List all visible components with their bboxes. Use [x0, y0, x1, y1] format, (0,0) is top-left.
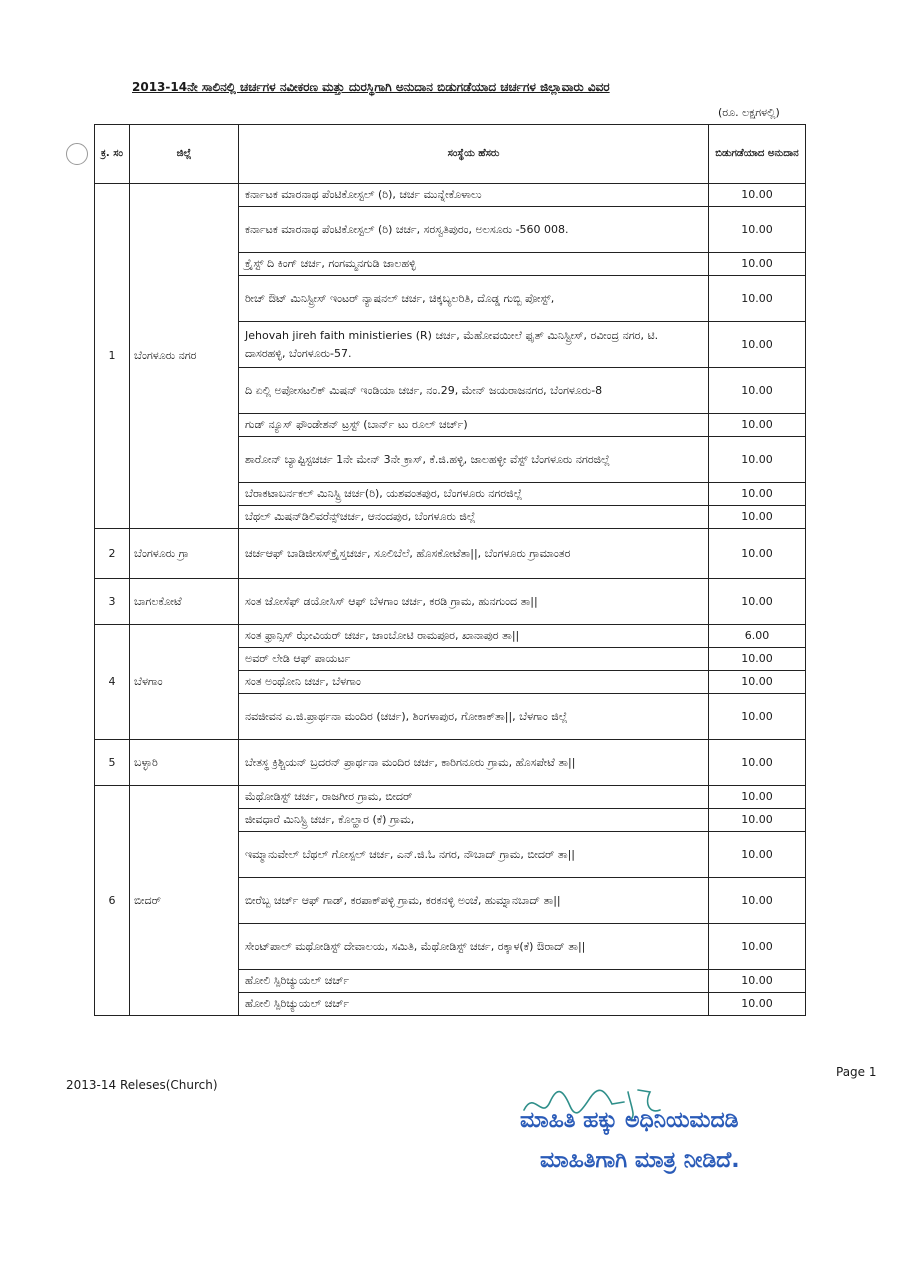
institution-name-cell: ಬೆಥಲ್ ಮಿಷನ್‌ಡಿಲಿವರೆನ್ಸ್‌ಚರ್ಚ, ಆನಂದಪುರ, ಬೆಂಗಳೂರು ಜಿಲ್ಲೆ — [239, 506, 709, 529]
table-body — [95, 184, 806, 1016]
table-row — [95, 625, 806, 648]
amount-cell: 10.00 — [709, 993, 806, 1016]
header-district: ಜಿಲ್ಲೆ — [130, 125, 239, 184]
district-cell: ಬಾಗಲಕೋಟೆ — [130, 579, 239, 625]
institution-name-cell: ಸಂತ ಅಂಥೋನಿ ಚರ್ಚ, ಬೆಳಗಾಂ — [239, 671, 709, 694]
institution-name-cell: ಕರ್ನಾಟಕ ಮಾರನಾಥ ಪೆಂಟಿಕೋಸ್ಟಲ್ (ರಿ) ಚರ್ಚ, ಸರಸ್ವತಿಪುರಂ, ಅಲಸೂರು -560 008. — [239, 207, 709, 253]
amount-cell: 10.00 — [709, 322, 806, 368]
amount-cell: 10.00 — [709, 207, 806, 253]
table-row — [95, 740, 806, 786]
institution-name-cell: ಬೇತಸ್ಥ ಕ್ರಿಶ್ಚಿಯನ್ ಬ್ರದರನ್ ಪ್ರಾರ್ಥನಾ ಮಂದಿರ ಚರ್ಚ, ಕಾರಿಗನೂರು ಗ್ರಾಮ, ಹೊಸಪೇಟೆ ತಾ|| — [239, 740, 709, 786]
serial-no-cell: 5 — [95, 740, 130, 786]
institution-name-cell: Jehovah jireh faith ministieries (R) ಚರ್ಚ, ಮೆಹೋವಯೀಲೆ ಫೃತ್ ಮಿನಿಸ್ಟ್ರೀಸ್, ರವೀಂದ್ರ ನಗರ, ಟಿ. ದಾಸರಹಳ್ಳಿ, ಬೆಂಗಳೂರು-57. — [239, 322, 709, 368]
institution-name-cell: ಹೋಲಿ ಸ್ಪಿರಿಚ್ಯುಯಲ್ ಚರ್ಚ್ — [239, 993, 709, 1016]
serial-no-cell: 6 — [95, 786, 130, 1016]
document-title: 2013-14ನೇ ಸಾಲಿನಲ್ಲಿ ಚರ್ಚಗಳ ನವೀಕರಣ ಮತ್ತು ದುರಸ್ಥಿಗಾಗಿ ಅನುದಾನ ಬಿಡುಗಡೆಯಾದ ಚರ್ಚಗಳ ಜಿಲ್ಲಾವಾರು ವಿವರ — [132, 80, 610, 94]
amount-cell: 10.00 — [709, 506, 806, 529]
serial-no-cell: 2 — [95, 529, 130, 579]
amount-cell: 6.00 — [709, 625, 806, 648]
institution-name-cell: ಮೆಥೋಡಿಸ್ಟ್ ಚರ್ಚ, ರಾಜಗೀರ ಗ್ರಾಮ, ಬೀದರ್ — [239, 786, 709, 809]
amount-cell: 10.00 — [709, 786, 806, 809]
institution-name-cell: ಶಾರೋನ್ ಬ್ಯಾಪ್ಟಿಸ್ಟಚರ್ಚ 1ನೇ ಮೇನ್ 3ನೇ ಕ್ರಾಸ್, ಕೆ.ಜಿ.ಹಳ್ಳಿ, ಜಾಲಹಳ್ಳೀ ವೆಸ್ಟ್ ಬೆಂಗಳೂರು ನಗರಜಿಲ್ಲೆ — [239, 437, 709, 483]
table-row — [95, 579, 806, 625]
institution-name-cell: ಹೋಲಿ ಸ್ಪಿರಿಚ್ಯುಯಲ್ ಚರ್ಚ್ — [239, 970, 709, 993]
institution-name-cell: ಚರ್ಚಆಫ್ ಬಾಡಿಜೀಸಸ್‌ಕ್ರೈಸ್ತಚರ್ಚ, ಸೂಲಿಬೆಲೆ, ಹೊಸಕೋಟೆತಾ||, ಬೆಂಗಳೂರು ಗ್ರಾಮಾಂತರ — [239, 529, 709, 579]
institution-name-cell: ಕ್ರೈಸ್ಟ್ ದಿ ಕಿಂಗ್ ಚರ್ಚ, ಗಂಗಮ್ಮನಗುಡಿ ಜಾಲಹಳ್ಳಿ — [239, 253, 709, 276]
table-row — [95, 529, 806, 579]
amount-cell: 10.00 — [709, 437, 806, 483]
amount-cell: 10.00 — [709, 671, 806, 694]
district-cell: ಬೆಂಗಳೂರು ನಗರ — [130, 184, 239, 529]
institution-name-cell: ಬೆರಾಕಟಾಬರ್ನಕಲ್ ಮಿನಿಸ್ಟ್ರಿ ಚರ್ಚ(ರಿ), ಯಶವಂತಪುರ, ಬೆಂಗಳೂರು ನಗರಜಿಲ್ಲೆ — [239, 483, 709, 506]
institution-name-cell: ಜೀವಧಾರೆ ಮಿನಿಸ್ಟ್ರಿ ಚರ್ಚ, ಕೊಲ್ಹಾರ (ಕೆ) ಗ್ರಾಮ, — [239, 809, 709, 832]
amount-cell: 10.00 — [709, 878, 806, 924]
amount-cell: 10.00 — [709, 809, 806, 832]
table-row — [95, 184, 806, 207]
serial-no-cell: 3 — [95, 579, 130, 625]
institution-name-cell: ಇಮ್ಮಾನುವೇಲ್ ಬೆಥಲ್ ಗೋಸ್ಪಲ್ ಚರ್ಚ, ಎನ್.ಜಿ.ಓ ನಗರ, ನೌಬಾದ್ ಗ್ರಾಮ, ಬೀದರ್ ತಾ|| — [239, 832, 709, 878]
institution-name-cell: ಕರ್ನಾಟಕ ಮಾರನಾಥ ಪೆಂಟಿಕೋಸ್ಟಲ್ (ರಿ), ಚರ್ಚ ಮುನ್ನೇಕೊಳಾಲು — [239, 184, 709, 207]
amount-cell: 10.00 — [709, 924, 806, 970]
amount-cell: 10.00 — [709, 832, 806, 878]
amount-cell: 10.00 — [709, 970, 806, 993]
district-cell: ಬೀದರ್ — [130, 786, 239, 1016]
amount-cell: 10.00 — [709, 529, 806, 579]
district-cell: ಬಳ್ಳಾರಿ — [130, 740, 239, 786]
institution-name-cell: ಸಂತ ಜೋಸೆಫ್ ಡಯೋಸಿಸ್ ಆಫ್ ಬೆಳಗಾಂ ಚರ್ಚ, ಕರಡಿ ಗ್ರಾಮ, ಹುನಗುಂದ ತಾ|| — [239, 579, 709, 625]
amount-cell: 10.00 — [709, 579, 806, 625]
header-serial-no: ಕ್ರ. ಸಂ — [95, 125, 130, 184]
institution-name-cell: ನವಜೀವನ ಎ.ಜಿ.ಪ್ರಾರ್ಥನಾ ಮಂದಿರ (ಚರ್ಚ), ಶಿಂಗಳಾಪುರ, ಗೋಕಾಕ್‌ತಾ||, ಬೆಳಗಾಂ ಜಿಲ್ಲೆ — [239, 694, 709, 740]
table-row — [95, 786, 806, 809]
rti-stamp-line2: ಮಾಹಿತಿಗಾಗಿ ಮಾತ್ರ ನೀಡಿದೆ. — [540, 1148, 740, 1173]
amount-cell: 10.00 — [709, 694, 806, 740]
district-cell: ಬೆಂಗಳೂರು ಗ್ರಾ — [130, 529, 239, 579]
grants-table — [94, 124, 806, 1016]
serial-no-cell: 1 — [95, 184, 130, 529]
header-amount: ಬಿಡುಗಡೆಯಾದ ಅನುದಾನ — [709, 125, 806, 184]
table-header-row — [95, 125, 806, 184]
amount-cell: 10.00 — [709, 483, 806, 506]
institution-name-cell: ಗುಡ್ ನ್ಯೂಸ್ ಫೌಂಡೇಶನ್ ಟ್ರಸ್ಟ್ (ಬಾರ್ನ್ ಟು ರೂಲ್ ಚರ್ಚ್) — [239, 414, 709, 437]
header-institution-name: ಸಂಸ್ಥೆಯ ಹೆಸರು — [239, 125, 709, 184]
institution-name-cell: ದಿ ಏಲ್ಲಿ ಅಪೋಸಟಲಿಕ್ ಮಿಷನ್ ಇಂಡಿಯಾ ಚರ್ಚ, ನಂ.29, ಮೇನ್ ಜಯರಾಜನಗರ, ಬೆಂಗಳೂರು-8 — [239, 368, 709, 414]
serial-no-cell: 4 — [95, 625, 130, 740]
institution-name-cell: ಬೀರೆಬ್ಬ ಚರ್ಚ್ ಆಫ್ ಗಾಡ್, ಕರಪಾಕ್‌ಪಳ್ಳಿ ಗ್ರಾಮ, ಕರಕನಳ್ಳಿ ಅಂಚೆ, ಹುಮ್ನಾನಬಾದ್ ತಾ|| — [239, 878, 709, 924]
amount-cell: 10.00 — [709, 740, 806, 786]
institution-name-cell: ರೀಚ್ ಔಟ್ ಮಿನಿಸ್ಟ್ರೀಸ್ ಇಂಟರ್ ನ್ಯಾಷನಲ್ ಚರ್ಚ, ಚಿಕ್ಕಬ್ಯಲರಿತಿ, ದೊಡ್ಡ ಗುಬ್ಬಿ ಪೋಸ್ಟ್, — [239, 276, 709, 322]
amount-cell: 10.00 — [709, 184, 806, 207]
institution-name-cell: ಅವರ್ ಲೇಡಿ ಆಫ್ ಪಾಯರ್ಟ — [239, 648, 709, 671]
footer-filename: 2013-14 Releses(Church) — [66, 1078, 218, 1092]
amount-cell: 10.00 — [709, 276, 806, 322]
rti-stamp-line1: ಮಾಹಿತಿ ಹಕ್ಕು ಅಧಿನಿಯಮದಡಿ — [520, 1108, 739, 1133]
amount-cell: 10.00 — [709, 648, 806, 671]
district-cell: ಬೆಳಗಾಂ — [130, 625, 239, 740]
institution-name-cell: ಸೇಂಟ್‌ಪಾಲ್ ಮಥೋಡಿಸ್ಟ್ ದೇವಾಲಯ, ಸಮಿತಿ, ಮೆಥೋಡಿಸ್ಟ್ ಚರ್ಚ, ರಕ್ಕಾಳ(ಕೆ) ಔರಾದ್ ತಾ|| — [239, 924, 709, 970]
page-number: Page 1 — [836, 1065, 877, 1079]
institution-name-cell: ಸಂತ ಫ್ರಾನ್ಸಿಸ್ ಝೇವಿಯರ್ ಚರ್ಚ, ಜಾಂಬೋಟಿ ರಾಮಪೂರ, ಖಾನಾಪುರ ತಾ|| — [239, 625, 709, 648]
amount-cell: 10.00 — [709, 368, 806, 414]
punch-hole — [66, 143, 88, 165]
amount-cell: 10.00 — [709, 414, 806, 437]
amount-cell: 10.00 — [709, 253, 806, 276]
unit-label: (ರೂ. ಲಕ್ಷಗಳಲ್ಲಿ) — [718, 106, 780, 119]
